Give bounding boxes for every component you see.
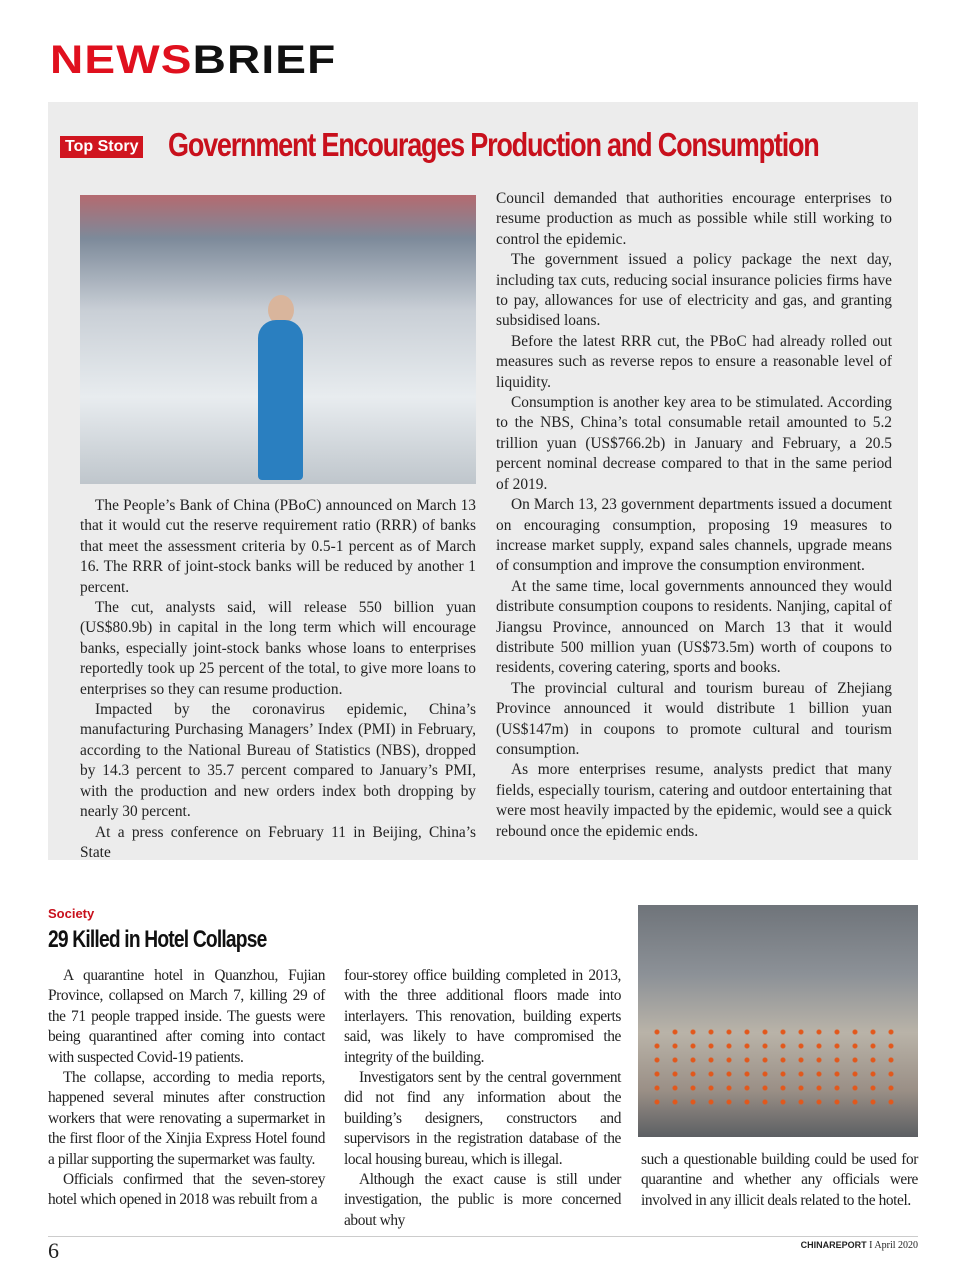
footer-divider <box>48 1236 918 1237</box>
article-column-2 <box>344 966 621 1231</box>
section-label: Society <box>48 906 95 921</box>
paragraph: The government issued a policy package the next day, including tax cuts, reducing social insurance policies firms have to pay, allowances for use of electricity and gas, and granting subsidised loans. <box>496 251 892 330</box>
paragraph: Consumption is another key area to be stimulated. According to the NBS, China’s total consumable retail amounted to 5.2 trillion yuan (US$766.2b) in January and February, a 20.5 percent nominal decrease compared to that in the same period of 2019. <box>496 394 892 493</box>
top-story-column-right <box>496 189 892 842</box>
paragraph: Impacted by the coronavirus epidemic, China’s manufacturing Purchasing Managers’ Index (PMI) in February, according to the National Bureau of Statistics (NBS), dropped by 14.3 percent to 35.7 percent compared to January’s PMI, with the production and new orders index both dropping by nearly 30 percent. <box>80 701 476 821</box>
paragraph: Before the latest RRR cut, the PBoC had already rolled out measures such as reverse repos to ensure a reasonable level of liquidity. <box>496 332 892 391</box>
paragraph: On March 13, 23 government departments issued a document on encouraging consumption, proposing 19 measures to increase market supply, expand sales channels, upgrade means of consumption and improve the consumption environment. <box>496 496 892 575</box>
hotel-collapse-photo <box>638 905 918 1137</box>
top-story-column-left <box>80 496 476 863</box>
paragraph: The provincial cultural and tourism bureau of Zhejiang Province announced it would distribute 1 billion yuan (US$147m) in coupons to promote cultural and tourism consumption. <box>496 679 892 758</box>
paragraph: Investigators sent by the central government did not find any information about the building’s designers, constructors and supervisors in the registration database of the local housing bureau, which is illegal. <box>344 1069 621 1168</box>
paragraph: such a questionable building could be used for quarantine and whether any officials were involved in any illicit deals related to the hotel. <box>641 1151 918 1209</box>
page-number: 6 <box>48 1238 59 1263</box>
top-story-tag: Top Story <box>60 136 143 158</box>
paragraph: As more enterprises resume, analysts predict that many fields, especially tourism, catering and outdoor entertaining that were most heavily impacted by the epidemic, would see a quick rebound once the epidemic ends. <box>496 761 892 840</box>
paragraph: At the same time, local governments announced they would distribute consumption coupons to residents. Nanjing, capital of Jiangsu Province, announced on March 13 that it would distribute 500 million yuan (US$73.5m) worth of coupons to residents, covering catering, sports and books. <box>496 577 892 677</box>
section-logo: NEWSBRIEF <box>50 38 337 82</box>
paragraph: At a press conference on February 11 in Beijing, China’s State <box>80 823 476 861</box>
paragraph: Officials confirmed that the seven-storey hotel which opened in 2018 was rebuilt from a <box>48 1171 325 1209</box>
paragraph: The cut, analysts said, will release 550 billion yuan (US$80.9b) in capital in the long term which will encourage banks, especially joint-stock banks whose loans to enterprises reportedly took up 25 percent of the total, to give more loans to enterprises so they can resume production. <box>80 599 476 698</box>
factory-worker-photo <box>80 195 476 484</box>
article-headline: 29 Killed in Hotel Collapse <box>48 926 267 953</box>
footer-publication: CHINAREPORT I April 2020 <box>800 1240 918 1251</box>
paragraph: four-storey office building completed in 2013, with the three additional floors made into interlayers. This renovation, building experts said, was likely to have compromised the integrity of the building. <box>344 967 621 1066</box>
paragraph: A quarantine hotel in Quanzhou, Fujian Province, collapsed on March 7, killing 29 of the 71 people trapped inside. The guests were being quarantined after coming into contact with suspected Covid-19 patients. <box>48 967 325 1066</box>
top-story-headline: Government Encourages Production and Consumption <box>168 126 819 163</box>
paragraph: The People’s Bank of China (PBoC) announced on March 13 that it would cut the reserve requirement ratio (RRR) of banks that meet the assessment criteria by 0.5-1 percent as of March 16. The RRR of joint-stock banks will be reduced by another 1 percent. <box>80 497 476 596</box>
article-column-1 <box>48 966 325 1211</box>
paragraph: Council demanded that authorities encourage enterprises to resume production as much as possible while still working to control the epidemic. <box>496 190 892 248</box>
paragraph: The collapse, according to media reports, happened several minutes after construction workers that were renovating a supermarket in the first floor of the Xinjia Express Hotel found a pillar supporting the supermarket was faulty. <box>48 1069 325 1168</box>
article-column-3 <box>641 1150 918 1211</box>
paragraph: Although the exact cause is still under investigation, the public is more concerned about why <box>344 1171 621 1229</box>
